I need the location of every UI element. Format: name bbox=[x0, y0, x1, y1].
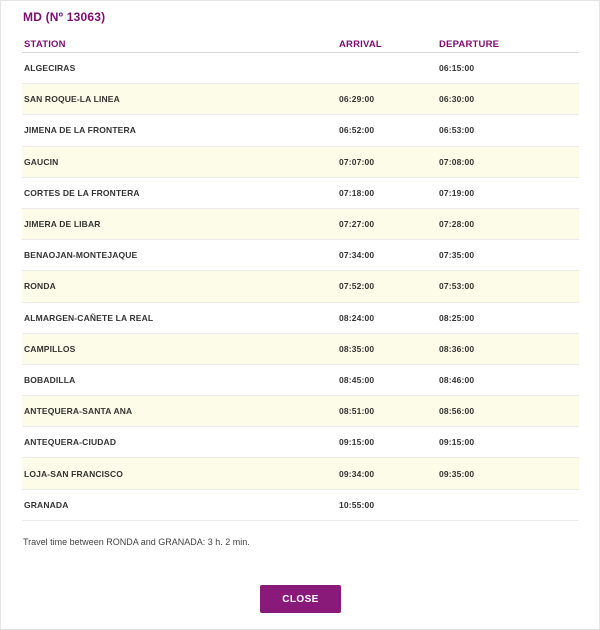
arrival-time: 08:51:00 bbox=[339, 406, 375, 417]
timetable-row bbox=[22, 396, 579, 427]
travel-time-note: Travel time between RONDA and GRANADA: 3 h. 2 min. bbox=[23, 537, 250, 547]
timetable-row bbox=[22, 427, 579, 458]
station-name: JIMENA DE LA FRONTERA bbox=[24, 125, 137, 136]
arrival-time: 07:52:00 bbox=[339, 281, 375, 292]
arrival-column-header: ARRIVAL bbox=[339, 38, 382, 50]
timetable-row bbox=[22, 84, 579, 115]
arrival-time: 08:45:00 bbox=[339, 374, 375, 385]
timetable-row bbox=[22, 240, 579, 271]
arrival-time: 07:07:00 bbox=[339, 156, 375, 167]
departure-time: 08:25:00 bbox=[439, 312, 475, 323]
departure-time: 09:15:00 bbox=[439, 437, 475, 448]
departure-time: 07:08:00 bbox=[439, 156, 475, 167]
departure-time: 06:30:00 bbox=[439, 94, 475, 105]
station-name: RONDA bbox=[24, 281, 56, 292]
timetable-row bbox=[22, 115, 579, 146]
timetable-row bbox=[22, 458, 579, 489]
timetable-row bbox=[22, 209, 579, 240]
station-name: GRANADA bbox=[24, 499, 69, 510]
arrival-time: 06:29:00 bbox=[339, 94, 375, 105]
station-name: ANTEQUERA-CIUDAD bbox=[24, 437, 117, 448]
timetable-row bbox=[22, 490, 579, 521]
departure-time: 06:53:00 bbox=[439, 125, 475, 136]
arrival-time: 09:34:00 bbox=[339, 468, 375, 479]
station-name: BOBADILLA bbox=[24, 374, 76, 385]
station-column-header: STATION bbox=[24, 38, 66, 50]
station-name: CAMPILLOS bbox=[24, 343, 76, 354]
train-title: MD (Nº 13063) bbox=[23, 10, 106, 24]
departure-column-header: DEPARTURE bbox=[439, 38, 500, 50]
arrival-time: 07:27:00 bbox=[339, 219, 375, 230]
station-name: LOJA-SAN FRANCISCO bbox=[24, 468, 124, 479]
arrival-time: 08:35:00 bbox=[339, 343, 375, 354]
arrival-time: 10:55:00 bbox=[339, 499, 375, 510]
station-name: JIMERA DE LIBAR bbox=[24, 219, 101, 230]
arrival-time: 07:18:00 bbox=[339, 187, 375, 198]
timetable-header bbox=[22, 37, 579, 53]
station-name: GAUCIN bbox=[24, 156, 59, 167]
station-name: ALGECIRAS bbox=[24, 63, 76, 74]
station-name: SAN ROQUE-LA LINEA bbox=[24, 94, 120, 105]
timetable-row bbox=[22, 334, 579, 365]
departure-time: 07:53:00 bbox=[439, 281, 475, 292]
departure-time: 08:56:00 bbox=[439, 406, 475, 417]
departure-time: 07:28:00 bbox=[439, 219, 475, 230]
timetable-row bbox=[22, 271, 579, 302]
station-name: ALMARGEN-CAÑETE LA REAL bbox=[24, 312, 154, 323]
departure-time: 08:36:00 bbox=[439, 343, 475, 354]
timetable-row bbox=[22, 53, 579, 84]
arrival-time: 07:34:00 bbox=[339, 250, 375, 261]
departure-time: 08:46:00 bbox=[439, 374, 475, 385]
timetable-row bbox=[22, 303, 579, 334]
arrival-time: 06:52:00 bbox=[339, 125, 375, 136]
timetable-row bbox=[22, 178, 579, 209]
station-name: BENAOJAN-MONTEJAQUE bbox=[24, 250, 138, 261]
station-name: ANTEQUERA-SANTA ANA bbox=[24, 406, 133, 417]
timetable bbox=[22, 37, 579, 521]
departure-time: 06:15:00 bbox=[439, 63, 475, 74]
station-name: CORTES DE LA FRONTERA bbox=[24, 187, 140, 198]
departure-time: 07:35:00 bbox=[439, 250, 475, 261]
arrival-time: 09:15:00 bbox=[339, 437, 375, 448]
close-button[interactable]: CLOSE bbox=[260, 585, 341, 613]
timetable-row bbox=[22, 147, 579, 178]
arrival-time: 08:24:00 bbox=[339, 312, 375, 323]
departure-time: 07:19:00 bbox=[439, 187, 475, 198]
timetable-row bbox=[22, 365, 579, 396]
departure-time: 09:35:00 bbox=[439, 468, 475, 479]
timetable-rows bbox=[22, 53, 579, 521]
